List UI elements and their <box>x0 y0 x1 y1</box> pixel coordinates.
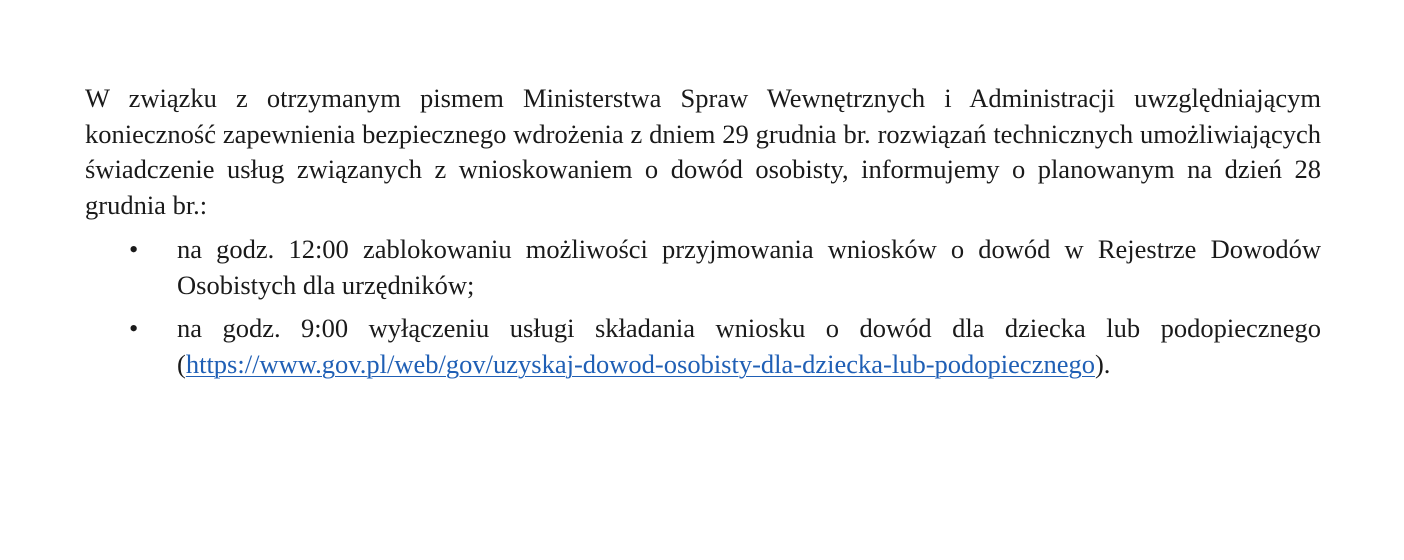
intro-paragraph: W związku z otrzymanym pismem Ministerstwa Spraw Wewnętrznych i Administracji uwzględniającym konieczność zapewnienia bezpiecznego wdrożenia z dniem 29 grudnia br. rozwiązań technicznych umożliwiających świadczenie usług związanych z wnioskowaniem o dowód osobisty, informujemy o planowanym na dzień 28 grudnia br.: <box>85 83 1321 220</box>
bullet-icon: • <box>129 234 139 264</box>
bullet-text: na godz. 12:00 zablokowaniu możliwości przyjmowania wniosków o dowód w Rejestrze Dowodów Osobistych dla urzędników; <box>177 234 1321 300</box>
bullet-item-disable-service <box>85 311 1321 382</box>
service-url-link[interactable]: https://www.gov.pl/web/gov/uzyskaj-dowod-osobisty-dla-dziecka-lub-podopiecznego <box>185 348 1095 379</box>
bullet-list <box>85 232 1321 382</box>
bullet-text-before-link: na godz. 9:00 wyłączeniu usługi składania wniosku o dowód dla dziecka lub podopiecznego ( <box>177 313 1321 379</box>
bullet-icon: • <box>129 313 139 343</box>
document-body <box>85 81 1321 382</box>
bullet-item-lock-applications <box>85 232 1321 303</box>
bullet-text-after-link: ). <box>1094 348 1111 379</box>
